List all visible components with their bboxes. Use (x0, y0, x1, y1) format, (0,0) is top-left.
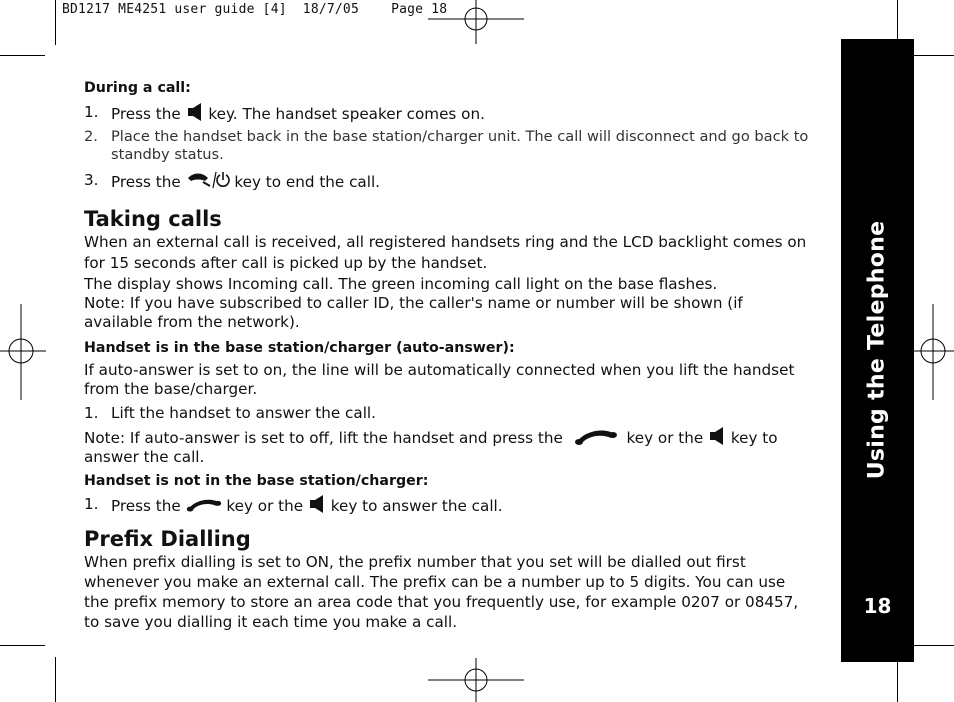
step-number: 1. (84, 103, 99, 121)
crop-mark-bottom-right-v (897, 657, 898, 702)
note-text-before: Note: If auto-answer is set to off, lift the handset and press the (84, 429, 563, 447)
prefix-dialling-para: When prefix dialling is set to ON, the prefix number that you set will be dialled out first whenever you make an external call. The prefix can be a number up to 5 digits. You can use the prefix memory to store an area code that you frequently use, for example 0207 or 08457, to save you dialling it each time you make a call. (84, 553, 799, 631)
step-text-after: key to answer the call. (330, 497, 503, 515)
chapter-title: Using the Telephone (864, 220, 890, 480)
step-number: 2. (84, 128, 98, 145)
during-call-step-2 (84, 128, 814, 164)
step-text-after: key. The handset speaker comes on. (208, 105, 485, 123)
prefix-dialling-heading: Prefix Dialling (84, 527, 251, 551)
step-number: 3. (84, 171, 99, 189)
step-text-middle: key or the (226, 497, 304, 515)
taking-calls-para-3: Note: If you have subscribed to caller ID, the caller's name or number will be shown (if available from the network). (84, 294, 743, 331)
note-text-after: key to answer the call. (84, 429, 778, 466)
note-text-middle: key or the (626, 429, 704, 447)
speaker-icon (708, 426, 726, 446)
crop-mark-top-right-h (910, 55, 954, 56)
talk-phone-icon (574, 428, 618, 446)
during-call-step-1 (84, 102, 814, 124)
registration-mark-bottom (428, 656, 524, 702)
during-call-heading: During a call: (84, 80, 191, 96)
step-number: 1. (84, 404, 99, 422)
not-in-base-subheading: Handset is not in the base station/charger: (84, 473, 429, 489)
speaker-icon (186, 102, 204, 122)
auto-answer-para: If auto-answer is set to on, the line will be automatically connected when you lift the handset from the base/charger. (84, 361, 795, 398)
end-call-power-icon (186, 170, 230, 190)
step-text: Lift the handset to answer the call. (111, 404, 376, 422)
during-call-step-3 (84, 170, 814, 192)
step-text-after: key to end the call. (234, 173, 380, 191)
registration-mark-left (0, 304, 46, 400)
registration-mark-right (908, 304, 954, 400)
step-text-before: Press the (111, 497, 181, 515)
not-in-base-step-1 (84, 494, 814, 516)
step-number: 1. (84, 495, 99, 513)
step-text: Place the handset back in the base station/charger unit. The call will disconnect and go back to standby status. (111, 128, 809, 163)
crop-mark-bottom-left-v (55, 657, 56, 702)
auto-answer-note (84, 426, 814, 467)
crop-mark-bottom-right-h (910, 645, 954, 646)
taking-calls-para-2: The display shows Incoming call. The green incoming call light on the base flashes. (84, 275, 718, 293)
crop-mark-top-left-h (0, 55, 45, 56)
step-text-before: Press the (111, 105, 181, 123)
auto-answer-subheading: Handset is in the base station/charger (auto-answer): (84, 340, 515, 356)
taking-calls-para-1: When an external call is received, all registered handsets ring and the LCD backlight comes on for 15 seconds after call is picked up by the handset. (84, 233, 807, 272)
talk-phone-icon (186, 496, 222, 514)
step-text-before: Press the (111, 173, 181, 191)
taking-calls-heading: Taking calls (84, 207, 222, 231)
speaker-icon (308, 494, 326, 514)
page-content (84, 78, 814, 632)
page-number: 18 (863, 594, 892, 618)
crop-mark-top-left-v (55, 0, 56, 45)
auto-answer-step-1 (84, 403, 814, 423)
crop-mark-bottom-left-h (0, 645, 45, 646)
print-slug: BD1217 ME4251 user guide [4] 18/7/05 Page 18 (62, 2, 448, 17)
registration-mark-top (428, 0, 524, 46)
